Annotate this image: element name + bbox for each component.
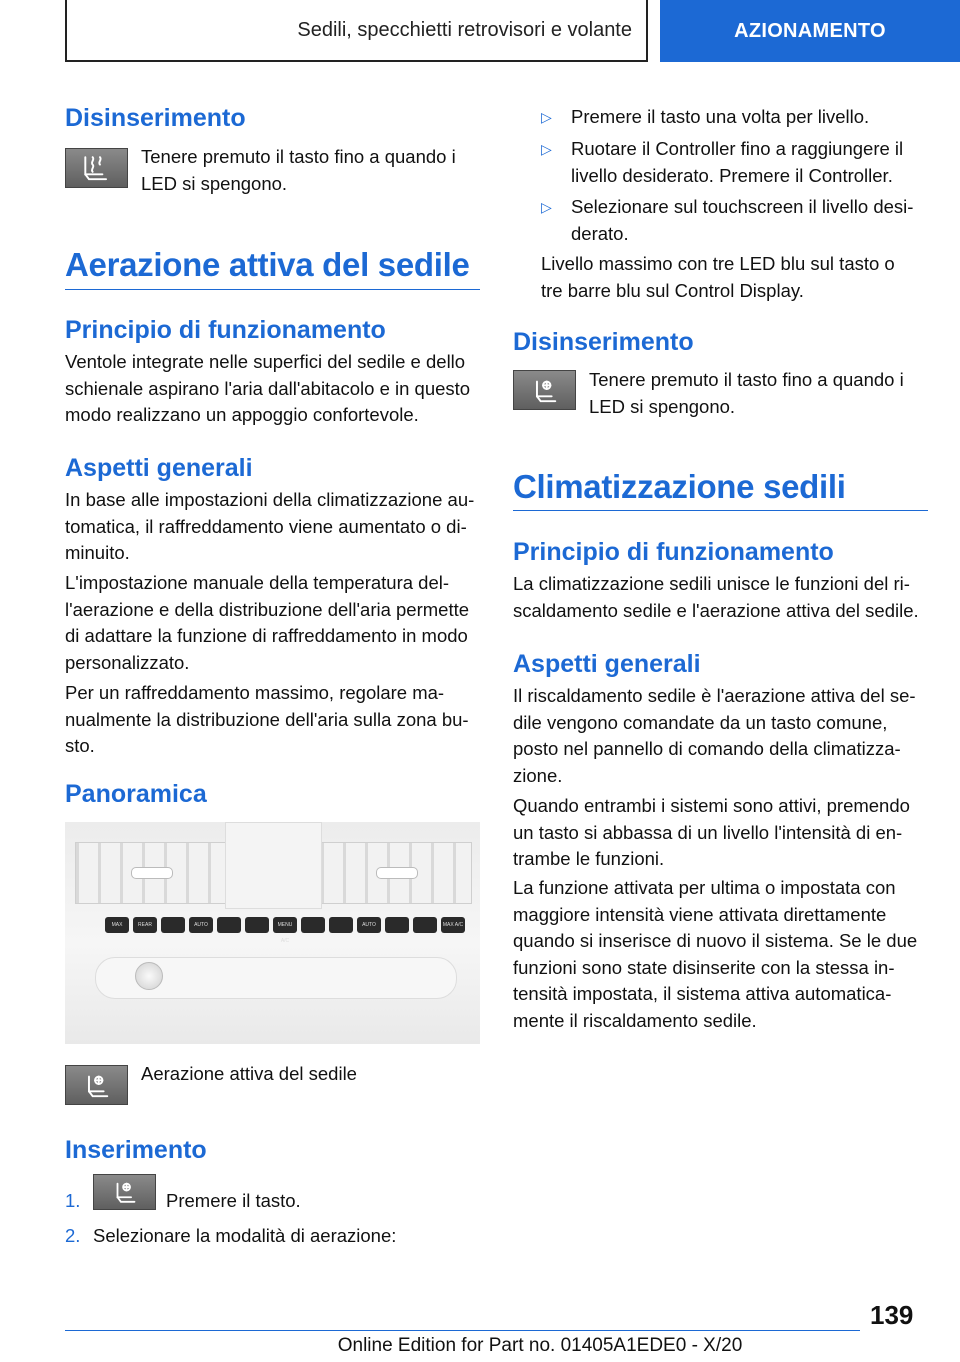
text-line: Ruotare il Controller fino a raggiungere il xyxy=(571,138,904,159)
text-line: Quando entrambi i sistemi sono attivi, premendo xyxy=(513,795,910,816)
climate-panel-photo xyxy=(65,822,480,1044)
text-line: maggiore intensità viene attivata direttamente xyxy=(513,903,887,925)
step-number: 2. xyxy=(65,1225,81,1246)
seat-ventilation-icon xyxy=(93,1174,156,1210)
panel-key: MAX A/C xyxy=(441,917,465,933)
text-line: tensità impostata, il sistema attiva automatica- xyxy=(513,983,892,1004)
panel-key: MAX xyxy=(105,917,129,933)
panel-key: REAR xyxy=(133,917,157,933)
heading-principio-left: Principio di funzionamento xyxy=(65,316,386,344)
text-line: dile vengono comandate da un tasto comune, xyxy=(513,711,888,733)
title-rule xyxy=(513,510,928,511)
step-text: Premere il tasto. xyxy=(166,1190,301,1211)
heading-inserimento: Inserimento xyxy=(65,1136,207,1164)
heading-panoramica: Panoramica xyxy=(65,780,207,808)
text-line: Per un raffreddamento massimo, regolare ma- xyxy=(65,682,445,703)
chapter-label: AZIONAMENTO xyxy=(734,19,886,42)
step-1 xyxy=(65,1188,301,1215)
chapter-tab[interactable] xyxy=(660,0,960,62)
page-number: 139 xyxy=(870,1300,914,1330)
title-rule xyxy=(65,289,480,290)
text-line: un tasto si abbassa di un livello l'intensità di en- xyxy=(513,821,903,843)
aspetti-paragraph-3-right xyxy=(513,875,917,1034)
aspetti-paragraph-2-left xyxy=(65,570,469,676)
text-line: La funzione attivata per ultima o impostata con xyxy=(513,877,896,898)
vent-slot xyxy=(131,867,173,879)
text-line: Livello massimo con tre LED blu sul tasto o xyxy=(541,253,895,274)
step-number: 1. xyxy=(65,1190,81,1211)
text-line: In base alle impostazioni della climatizzazione au- xyxy=(65,489,475,510)
principio-paragraph-right xyxy=(513,571,919,624)
text-line: sto. xyxy=(65,735,95,756)
panel-key: AUTO xyxy=(357,917,381,933)
text-line: quando si inserisce di nuovo il sistema. Se le due xyxy=(513,930,918,951)
photo-caption: Aerazione attiva del sedile xyxy=(141,1063,357,1084)
panel-key: AUTO xyxy=(189,917,213,933)
text-line: posto nel pannello di comando della climatizza- xyxy=(513,738,901,759)
footer-rule xyxy=(65,1330,860,1331)
control-key-strip xyxy=(65,912,480,944)
section-title: Sedili, specchietti retrovisori e volante xyxy=(297,18,632,41)
vent-slot xyxy=(376,867,418,879)
text-line: Il riscaldamento sedile è l'aerazione attiva del se- xyxy=(513,685,916,706)
text-line: schienale aspirano l'aria dall'abitacolo e in questo xyxy=(65,377,471,399)
seat-ventilation-icon xyxy=(513,370,576,410)
panel-key xyxy=(385,917,409,933)
aspetti-paragraph-1-left xyxy=(65,487,474,567)
text-line: minuito. xyxy=(65,542,130,563)
title-aerazione-attiva: Aerazione attiva del sedile xyxy=(65,246,470,283)
disinserimento-text-right xyxy=(589,367,904,420)
text-line: Selezionare sul touchscreen il livello desi- xyxy=(571,196,914,217)
aspetti-paragraph-1-right xyxy=(513,683,916,789)
panel-key xyxy=(301,917,325,933)
text-line: tomatica, il raffreddamento viene aumentato o di- xyxy=(65,515,467,537)
text-line: livello desiderato. Premere il Controller. xyxy=(571,164,893,186)
footer-edition: Online Edition for Part no. 01405A1EDE0 - X/20 xyxy=(337,1335,743,1356)
text-line: modo realizzano un appoggio confortevole. xyxy=(65,404,419,425)
header-section-title xyxy=(65,0,648,62)
step-2 xyxy=(65,1223,396,1250)
heading-disinserimento-right: Disinserimento xyxy=(513,328,694,356)
title-climatizzazione-sedili: Climatizzazione sedili xyxy=(513,468,846,505)
text-line: zione. xyxy=(513,764,563,786)
heading-aspetti-right: Aspetti generali xyxy=(513,650,701,678)
text-line: La climatizzazione sedili unisce le funzioni del ri- xyxy=(513,573,910,594)
bullet-triangle-icon: ▷ xyxy=(541,109,552,125)
text-line: l'aerazione e della distribuzione dell'aria permette xyxy=(65,598,470,620)
text-line: personalizzato. xyxy=(65,651,190,673)
seat-ventilation-icon xyxy=(65,1065,128,1105)
air-vent-left xyxy=(75,842,227,904)
bullet-item xyxy=(541,194,913,247)
step-text: Selezionare la modalità di aerazione: xyxy=(93,1225,397,1246)
aspetti-paragraph-2-right xyxy=(513,793,910,873)
panel-key xyxy=(217,917,241,933)
text-line: trambe le funzioni. xyxy=(513,848,665,869)
heading-disinserimento-left: Disinserimento xyxy=(65,104,246,132)
text-line: L'impostazione manuale della temperatura del- xyxy=(65,572,450,593)
text-line: mente il riscaldamento sedile. xyxy=(513,1009,757,1031)
bullet-triangle-icon: ▷ xyxy=(541,199,552,215)
heading-aspetti-left: Aspetti generali xyxy=(65,454,253,482)
disinserimento-text-left xyxy=(141,144,456,197)
text-line: Premere il tasto una volta per livello. xyxy=(571,106,870,127)
bullet-triangle-icon: ▷ xyxy=(541,141,552,157)
text-line: scaldamento sedile e l'aerazione attiva del sedile. xyxy=(513,599,919,621)
text-line: Tenere premuto il tasto fino a quando i xyxy=(589,369,904,390)
panel-key xyxy=(245,917,269,933)
seat-heating-off-icon xyxy=(65,148,128,188)
air-vent-right xyxy=(320,842,472,904)
panel-key xyxy=(329,917,353,933)
principio-paragraph-left xyxy=(65,349,470,429)
bullet-item xyxy=(541,136,903,189)
heading-principio-right: Principio di funzionamento xyxy=(513,538,834,566)
text-line: nualmente la distribuzione dell'aria sulla zona bu- xyxy=(65,708,469,730)
livello-paragraph xyxy=(541,251,895,304)
aspetti-paragraph-3-left xyxy=(65,680,469,760)
center-display-housing xyxy=(225,822,322,909)
text-line: derato. xyxy=(571,222,629,244)
volume-knob xyxy=(135,962,163,990)
text-line: Ventole integrate nelle superfici del sedile e dello xyxy=(65,351,466,372)
panel-key xyxy=(161,917,185,933)
panel-key: MENU A/C xyxy=(273,917,297,933)
text-line: funzioni sono state disinserite con la stessa in- xyxy=(513,956,895,978)
text-line: tre barre blu sul Control Display. xyxy=(541,279,804,301)
text-line: di adattare la funzione di raffreddamento in modo xyxy=(65,625,468,646)
bullet-item xyxy=(541,104,869,131)
panel-key xyxy=(413,917,437,933)
text-line: LED si spengono. xyxy=(589,395,736,417)
text-line: Tenere premuto il tasto fino a quando i xyxy=(141,146,456,167)
text-line: LED si spengono. xyxy=(141,172,288,194)
